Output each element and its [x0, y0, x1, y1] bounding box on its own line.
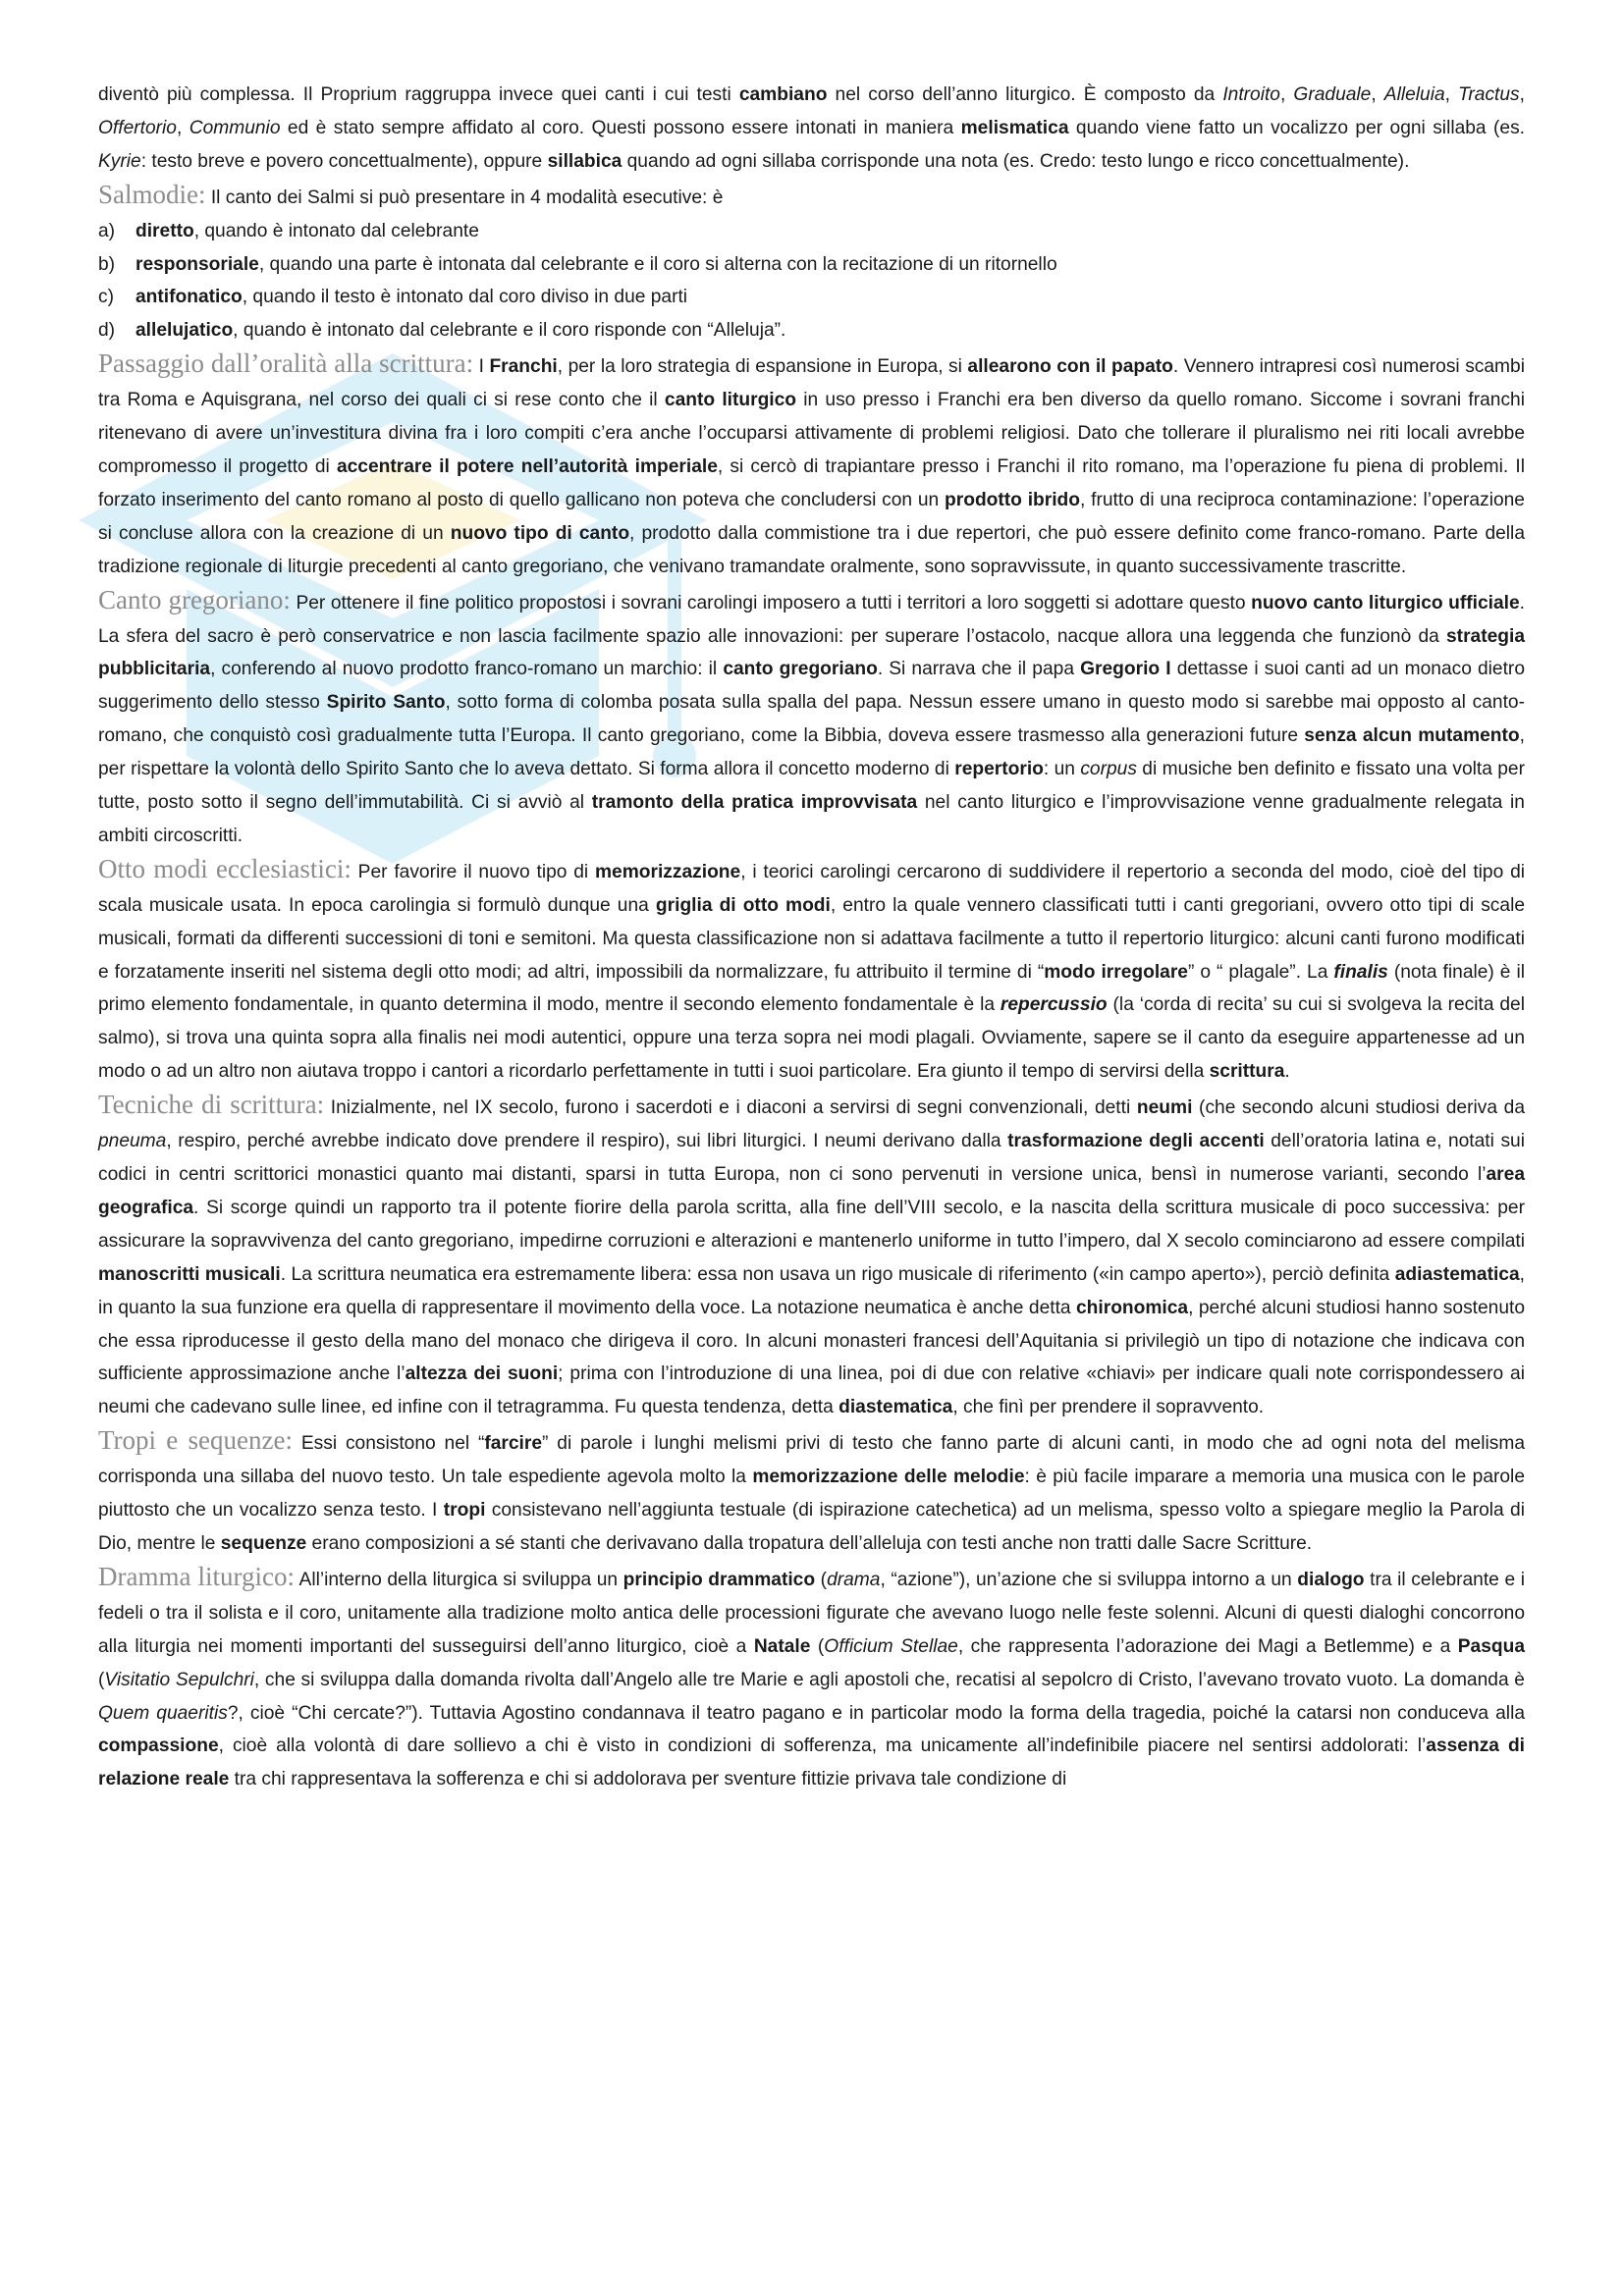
bold-term: diastematica [839, 1397, 953, 1418]
text-run: , per la loro strategia di espansione in Europa, si [557, 356, 968, 378]
section-heading: Tecniche di scrittura: [98, 1090, 325, 1120]
list-marker: b) [98, 253, 116, 275]
bold-term: altezza dei suoni [405, 1363, 559, 1385]
salmodie-paragraph [98, 179, 1525, 215]
bold-term: griglia di otto modi [655, 894, 831, 916]
text-run: All’interno della liturgica si sviluppa un [294, 1569, 623, 1590]
section-heading: Tropi e sequenze: [98, 1425, 293, 1456]
text-run: . Si narrava che il papa [877, 659, 1081, 680]
section-dramma [98, 1561, 1525, 1796]
italic-term: corpus [1080, 759, 1137, 780]
text-run: consistevano nell’aggiunta testuale (di ispirazione catechetica) ad un melisma, spesso volto a spiegare meglio la Parola di Dio, mentre le [98, 1500, 1525, 1554]
list-marker: d) [98, 320, 116, 342]
text-run: Per ottenere il fine politico propostosi i sovrani carolingi imposero a tutti i territori a loro soggetti si adottare questo [290, 592, 1252, 614]
text-run: , [1519, 84, 1525, 105]
text-run: ” di parole i lunghi melismi privi di testo che fanno parte di alcuni canti, in modo che ad ogni nota del melisma corrisponda una sillaba del nuovo testo. Un tale espediente agevola molto la [98, 1433, 1525, 1488]
list-item [98, 314, 1525, 347]
text-run: ed è stato sempre affidato al coro. Questi possono essere intonati in maniera [280, 117, 961, 138]
text-run: , [1444, 84, 1459, 105]
text-run: dettasse i suoi canti ad un monaco dietro suggerimento dello stesso [98, 659, 1525, 714]
bold-term: principio drammatico [622, 1569, 816, 1590]
italic-term: Tractus [1458, 84, 1520, 105]
text-run: , perché alcuni studiosi hanno sostenuto che essa riproducesse il gesto della mano del monaco che dirigeva il coro. In alcuni monasteri francesi dell’Aquitania si privilegiò un tipo di notazione che indicava con sufficiente approssimazione anche l’ [98, 1297, 1526, 1385]
text-run: , si cercò di trapiantare presso i Franchi il rito romano, ma l’operazione fu piena di problemi. Il forzato inserimento del canto romano al posto di quello gallicano non poteva che concludersi con un [98, 455, 1525, 510]
text-run: in uso presso i Franchi era ben diverso da quello romano. Siccome i sovrani franchi ritenevano di avere un’investitura divina fra i loro compiti c’era anche l’occuparsi attivamente di problemi religiosi. Dato che tollerare il pluralismo nei riti locali avrebbe compromesso il progetto di [98, 390, 1525, 477]
text-run: . La scrittura neumatica era estremamente libera: essa non usava un rigo musicale di riferimento («in campo aperto»), perciò definita [280, 1263, 1395, 1285]
bold-term: memorizzazione [594, 861, 741, 882]
section-heading: Dramma liturgico: [98, 1561, 295, 1591]
italic-term: Offertorio [98, 117, 177, 138]
text-run: , quando una parte è intonata dal celebrante e il coro si alterna con la recitazione di un ritornello [258, 253, 1057, 275]
list-item [98, 248, 1525, 282]
text-run: tra chi rappresentava la sofferenza e chi si addolorava per sventure fittizie privava tale condizione di [229, 1769, 1067, 1790]
section-heading: Canto gregoriano: [98, 584, 291, 614]
text-run: diventò più complessa. Il Proprium raggruppa invece quei canti i cui testi [98, 84, 739, 105]
bold-term: antifonatico [135, 287, 243, 308]
bold-term: scrittura [1209, 1061, 1285, 1083]
section-text [206, 187, 724, 208]
bold-term: diretto [135, 220, 194, 241]
bold-term: finalis [1333, 961, 1388, 983]
text-run: (che secondo alcuni studiosi deriva da [1192, 1097, 1525, 1119]
italic-term: Alleluia [1383, 84, 1445, 105]
text-run: Il canto dei Salmi si può presentare in 4 modalità esecutive: è [205, 187, 724, 208]
bold-term: memorizzazione delle melodie [752, 1467, 1025, 1488]
text-run: , conferendo al nuovo prodotto franco-romano un marchio: il [210, 659, 724, 680]
section-modi [98, 853, 1525, 1089]
section-heading: Salmodie: [98, 179, 206, 209]
text-run: di musiche ben definito e fissato una volta per tutte, posto sotto il segno dell’immutabilità. Ci si avviò al [98, 759, 1525, 814]
text-run: : è più facile imparare a memoria una musica con le parole piuttosto che un vocalizzo senza testo. I [98, 1467, 1525, 1522]
text-run: : un [1043, 759, 1081, 780]
bold-term: modo irregolare [1044, 961, 1188, 983]
intro-paragraph [98, 79, 1525, 179]
bold-term: manoscritti musicali [98, 1263, 281, 1285]
italic-term: drama [827, 1569, 881, 1590]
text-run: , per rispettare la volontà dello Spirito Santo che lo aveva dettato. Si forma allora il concetto moderno di [98, 725, 1525, 780]
bold-term: accentrare il potere nell’autorità imperiale [336, 455, 718, 477]
bold-term: Franchi [489, 356, 558, 378]
list-marker: c) [98, 287, 114, 308]
text-run: ?, cioè “Chi cercate?”). Tuttavia Agostino condannava il teatro pagano e in particolar modo la forma della tragedia, poiché la catarsi non conduceva alla [227, 1702, 1525, 1724]
text-run: , [1371, 84, 1384, 105]
text-run: : testo breve e povero concettualmente), oppure [140, 150, 548, 172]
bold-term: repercussio [1000, 994, 1108, 1016]
italic-term: Kyrie [98, 150, 141, 172]
text-run: I [473, 356, 490, 378]
text-run: , sotto forma di colomba posata sulla spalla del papa. Nessun essere umano in questo modo si sarebbe mai opposto al canto-romano, che conquistò così gradualmente tutta l’Europa. Il canto gregoriano, come la Bibbia, doveva essere trasmesso alla generazioni future [98, 692, 1525, 747]
bold-term: area geografica [98, 1164, 1525, 1218]
text-run: , “azione”), un’azione che si sviluppa intorno a un [880, 1569, 1298, 1590]
italic-term: Communio [189, 117, 281, 138]
text-run: ( [98, 1669, 105, 1690]
text-run: , prodotto dalla commistione tra i due repertori, che può essere definito come franco-romano. Parte della tradizione regionale di liturgie precedenti al canto gregoriano, che venivano tramandate oralmente, sono sopravvissute, in quanto successivamente trascritte. [98, 522, 1525, 577]
text-run: (nota finale) è il primo elemento fondamentale, in quanto determina il modo, mentre il secondo elemento fondamentale è la [98, 961, 1526, 1016]
text-run: nel corso dell’anno liturgico. È composto da [827, 84, 1223, 105]
bold-term: sequenze [220, 1532, 307, 1554]
italic-term: Quem quaeritis [98, 1702, 228, 1724]
bold-term: repertorio [954, 759, 1044, 780]
list-item [98, 215, 1525, 248]
bold-term: adiastematica [1394, 1263, 1520, 1285]
text-run: ( [815, 1569, 828, 1590]
section-oralita [98, 347, 1525, 583]
text-run: , cioè alla volontà di dare sollievo a chi è visto in condizioni di sofferenza, ma unicamente all’indefinibile piacere nel sentirsi addolorati: l’ [218, 1735, 1427, 1757]
text-run: , che rappresenta l’adorazione dei Magi a Betlemme) e a [957, 1635, 1458, 1657]
bold-term: assenza di relazione reale [98, 1735, 1525, 1790]
text-run: quando viene fatto un vocalizzo per ogni sillaba (es. [1068, 117, 1525, 138]
text-run: , quando il testo è intonato dal coro diviso in due parti [242, 287, 688, 308]
bold-term: melismatica [960, 117, 1069, 138]
text-run: tra il celebrante e i fedeli o tra il solista e il coro, unitamente alla tradizione molto antica delle processioni figurate che avevano luogo nelle feste solenni. Alcuni di questi dialoghi concorrono alla liturgia nei momenti importanti del susseguirsi dell’anno liturgico, cioè a [98, 1569, 1525, 1657]
bold-term: chironomica [1076, 1297, 1189, 1318]
bold-term: prodotto ibrido [945, 489, 1080, 510]
text-run: nel canto liturgico e l’improvvisazione venne gradualmente relegata in ambiti circoscritti. [98, 792, 1525, 846]
text-run: , [176, 117, 189, 138]
bold-term: dialogo [1297, 1569, 1365, 1590]
bold-term: neumi [1136, 1097, 1193, 1119]
text-run: (la ‘corda di recita’ su cui si svolgeva la recita del salmo), si trova una quinta sopra alla finalis nei modi autentici, oppure una terza sopra nei modi plagali. Ovviamente, sapere se il canto da eseguire appartenesse ad un modo o ad un altro non aiutava troppo i cantori a ricordarlo perfettamente in tutti i suoi particolare. Era giunto il tempo di servirsi della [98, 994, 1525, 1083]
bold-term: responsoriale [135, 253, 259, 275]
section-gregoriano [98, 584, 1525, 853]
bold-term: trasformazione degli accenti [1007, 1131, 1265, 1152]
text-run: , che finì per prendere il sopravvento. [952, 1397, 1265, 1418]
text-run: quando ad ogni sillaba corrisponde una nota (es. Credo: testo lungo e ricco concettualmente). [622, 150, 1410, 172]
text-run: . La sfera del sacro è però conservatrice e non lascia facilmente spazio alle innovazioni: per superare l’ostacolo, nacque allora una leggenda che funzionò da [98, 592, 1525, 647]
bold-term: sillabica [547, 150, 622, 172]
bold-term: Spirito Santo [326, 692, 446, 714]
text-run: Inizialmente, nel IX secolo, furono i sacerdoti e i diaconi a servirsi di segni convenzionali, detti [324, 1097, 1137, 1119]
italic-term: Graduale [1293, 84, 1372, 105]
bold-term: allearono con il papato [967, 356, 1173, 378]
bold-term: senza alcun mutamento [1304, 725, 1520, 747]
bold-term: compassione [98, 1735, 219, 1757]
text-run: , quando è intonato dal celebrante [193, 220, 479, 241]
text-run: Essi consistono nel “ [293, 1433, 485, 1455]
bold-term: canto gregoriano [723, 659, 878, 680]
text-run: ( [810, 1635, 825, 1657]
italic-term: Visitatio Sepulchri [104, 1669, 254, 1690]
text-run: . Si scorge quindi un rapporto tra il potente fiorire della parola scritta, alla fine dell’VIII secolo, e la nascita della scrittura musicale di poco successiva: per assicurare la sopravvivenza del canto gregoriano, impedirne corruzioni e alterazioni e mantenerlo uniforme in tutto l’impero, dal X secolo cominciarono ad essere compilati [98, 1197, 1525, 1252]
bold-term: Natale [753, 1635, 811, 1657]
bold-term: canto liturgico [664, 390, 797, 411]
bold-term: allelujatico [135, 320, 234, 342]
italic-term: Officium Stellae [824, 1635, 958, 1657]
section-tecniche [98, 1089, 1525, 1424]
bold-term: Gregorio I [1080, 659, 1171, 680]
bold-term: strategia pubblicitaria [98, 625, 1525, 680]
text-run: erano composizioni a sé stanti che derivavano dalla tropatura dell’alleluja con testi anche non tratti dalle Sacre Scritture. [306, 1532, 1313, 1554]
sections-container [98, 347, 1525, 1796]
text-run: , respiro, perché avrebbe indicato dove prendere il respiro), sui libri liturgici. I neumi derivano dalla [166, 1131, 1008, 1152]
text-run: , i teorici carolingi cercarono di suddividere il repertorio a seconda del modo, cioè del tipo di scala musicale usata. In epoca carolingia si formulò dunque una [98, 861, 1525, 916]
italic-term: pneuma [98, 1131, 167, 1152]
bold-term: cambiano [738, 84, 828, 105]
list-marker: a) [98, 220, 116, 241]
section-heading: Passaggio dall’oralità alla scrittura: [98, 348, 474, 379]
text-run: , entro la quale vennero classificati tutti i canti gregoriani, ovvero otto tipi di scale musicali, formati da differenti successioni di toni e semitoni. Ma questa classificazione non si adattava facilmente a tutto il repertorio liturgico: alcuni canti furono modificati e forzatamente inseriti nel sistema degli otto modi; ad altri, impossibili da normalizzare, fu attribuito il termine di “ [98, 894, 1525, 983]
text-run: , che si sviluppa dalla domanda rivolta dall’Angelo alle tre Marie e agli apostoli che, recatisi al sepolcro di Cristo, l’avevano trovato vuoto. La domanda è [253, 1669, 1525, 1690]
bold-term: nuovo tipo di canto [450, 522, 630, 544]
text-run: . [1284, 1061, 1290, 1083]
text-run: ; prima con l’introduzione di una linea, poi di due con relative «chiavi» per indicare quali note corrispondessero ai neumi che cadevano sulle linee, ed infine con il tetragramma. Fu questa tendenza, detta [98, 1363, 1525, 1418]
bold-term: nuovo canto liturgico ufficiale [1251, 592, 1520, 614]
text-run: , [1279, 84, 1294, 105]
section-heading: Otto modi ecclesiastici: [98, 853, 352, 883]
text-run: ” o “ plagale”. La [1187, 961, 1334, 983]
bold-term: Pasqua [1457, 1635, 1525, 1657]
list-item [98, 281, 1525, 314]
text-run: , frutto di una reciproca contaminazione: l’operazione si concluse allora con la creazione di un [98, 489, 1525, 544]
bold-term: farcire [484, 1433, 543, 1455]
section-tropi [98, 1424, 1525, 1561]
text-run: Per favorire il nuovo tipo di [351, 861, 595, 882]
text-run: dell’oratoria latina e, notati sui codici in centri scrittorici monastici quanto mai distanti, sparsi in tutta Europa, non ci sono pervenuti in versione unica, bensì in numerose varianti, secondo l’ [98, 1131, 1525, 1185]
italic-term: Introito [1222, 84, 1280, 105]
text-run: . Vennero intrapresi così numerosi scambi tra Roma e Aquisgrana, nel corso dei quali ci si rese conto che il [98, 356, 1525, 411]
salmodie-list [98, 215, 1525, 348]
bold-term: tramonto della pratica improvvisata [591, 792, 918, 814]
text-run: , quando è intonato dal celebrante e il coro risponde con “Alleluja”. [233, 320, 786, 342]
bold-term: tropi [443, 1500, 486, 1522]
text-run: , in quanto la sua funzione era quella di rappresentare il movimento della voce. La notazione neumatica è anche detta [98, 1263, 1525, 1318]
